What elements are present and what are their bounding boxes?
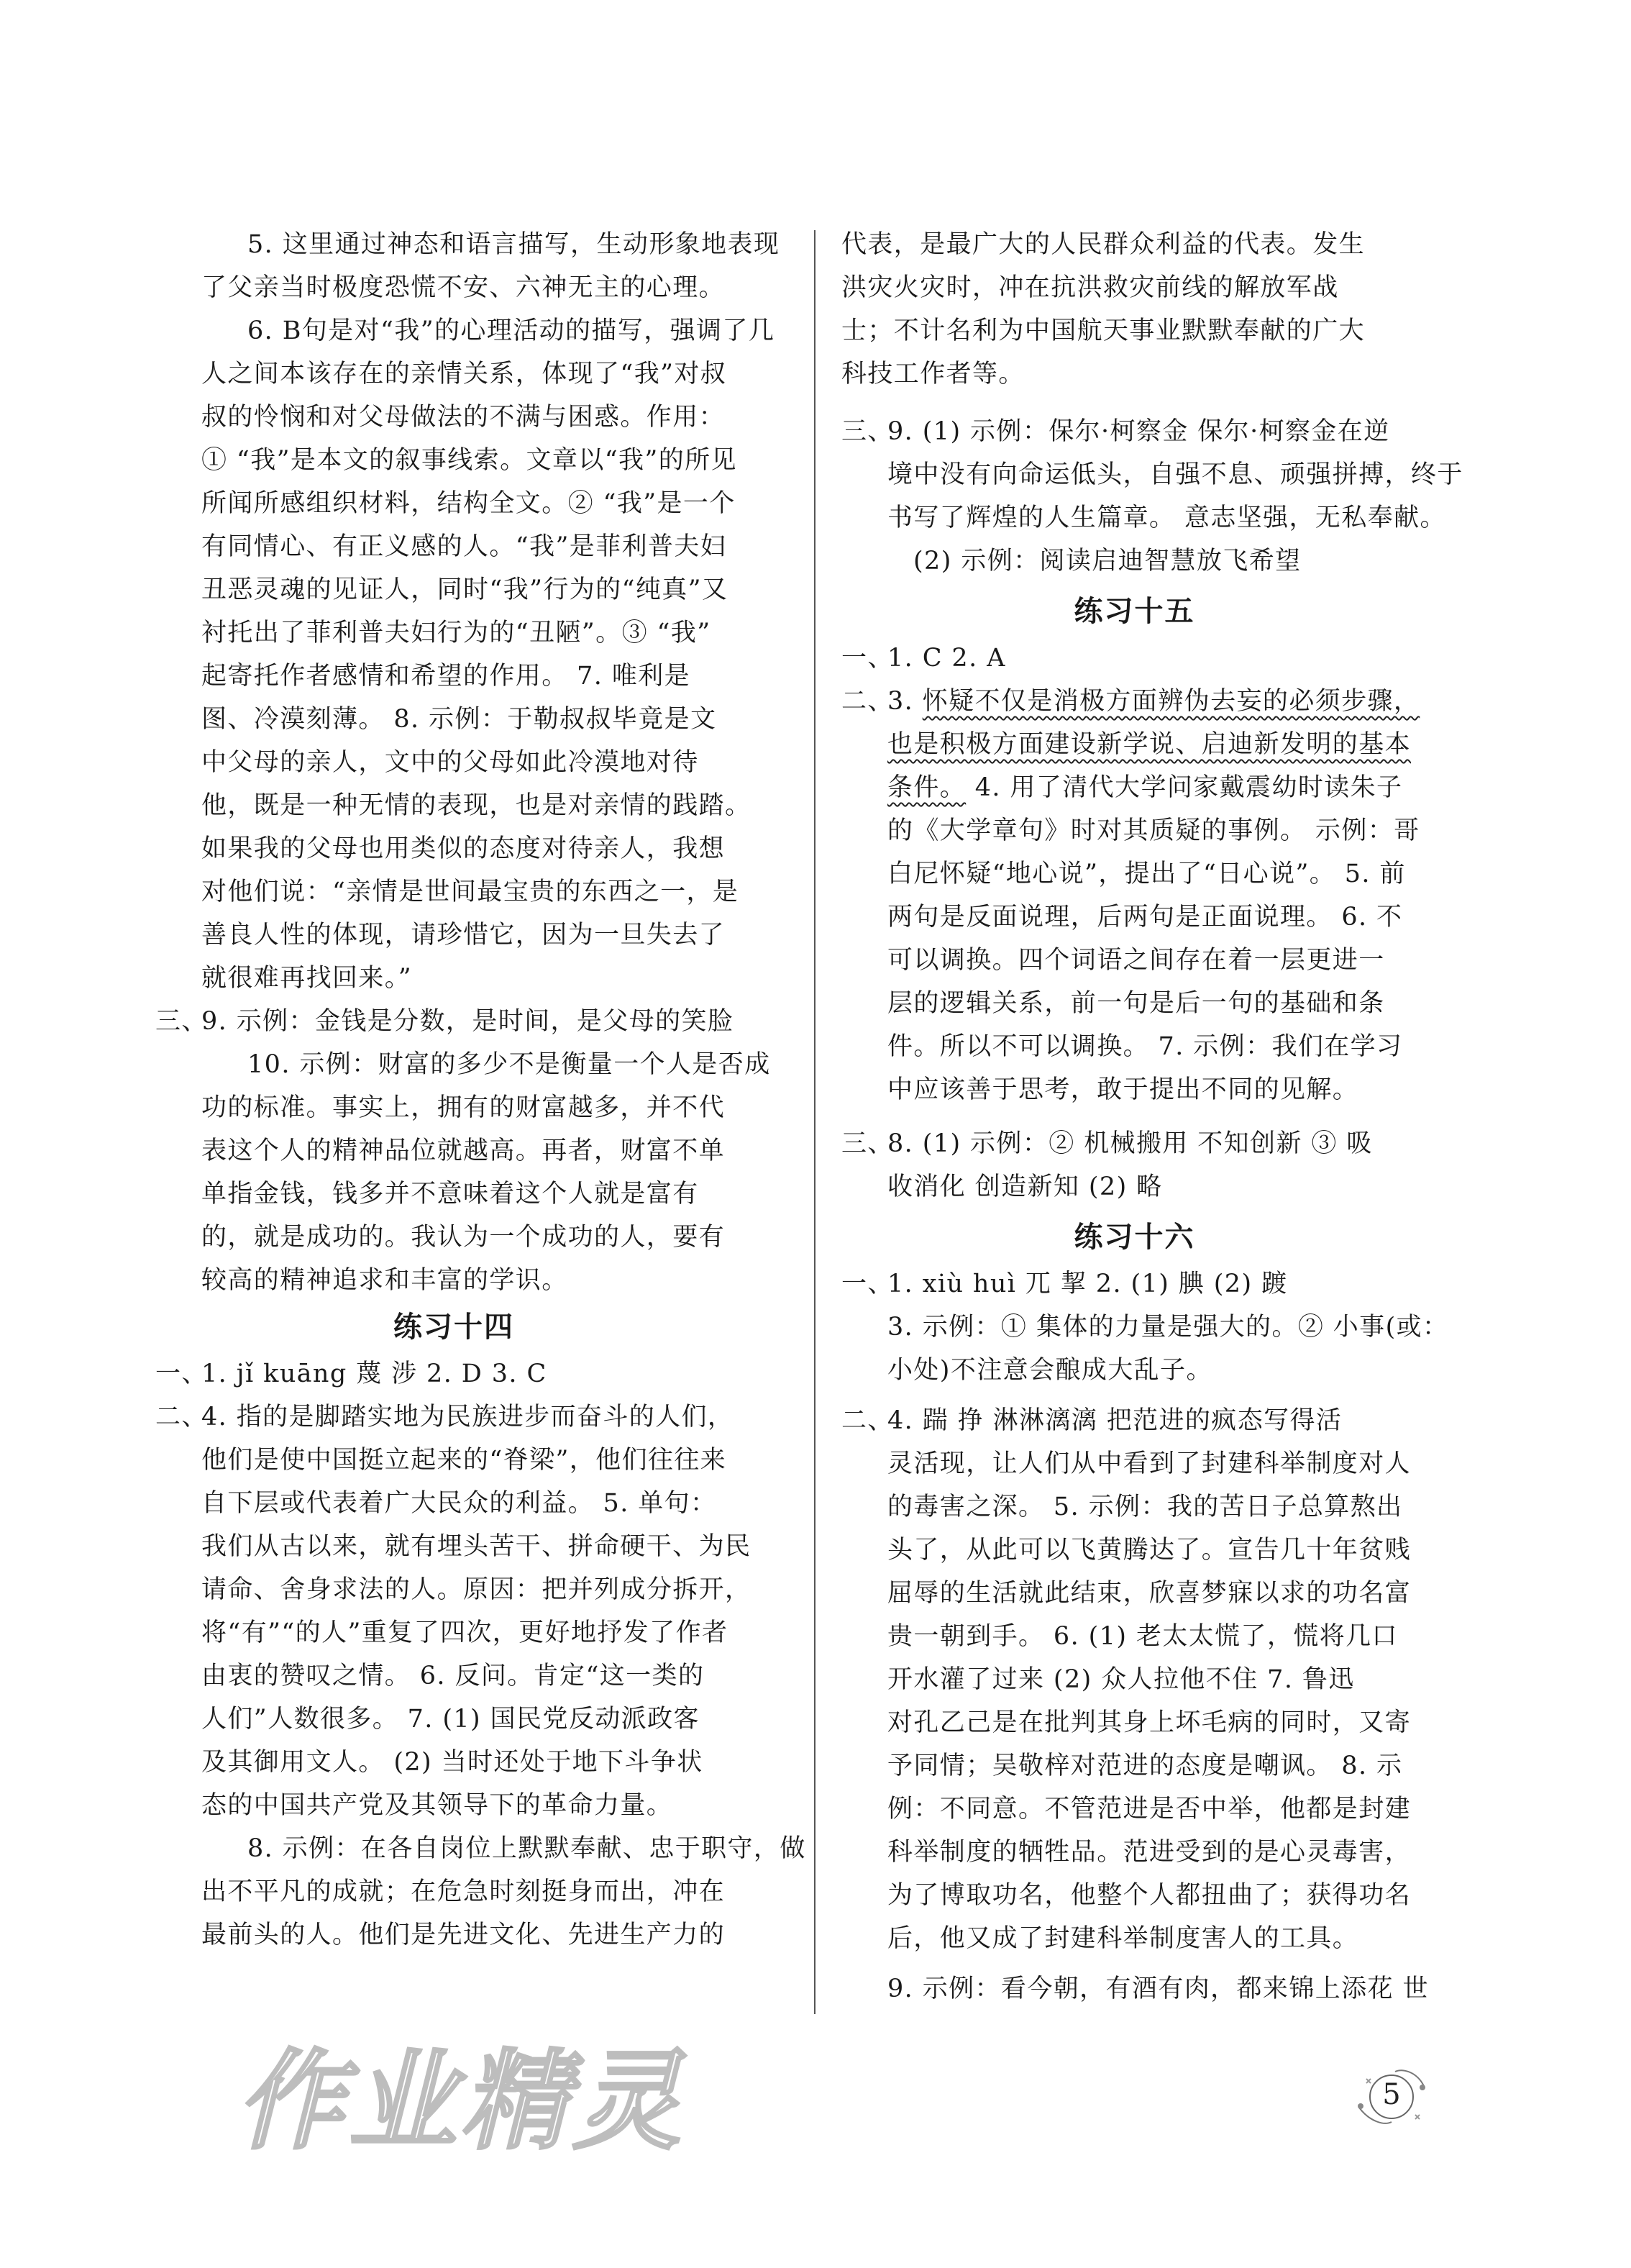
section-marker: [841, 410, 1390, 453]
quoted-sentence: 条件。: [887, 773, 967, 802]
answer-line: 5. 这里通过神态和语言描写，生动形象地表现: [247, 230, 780, 259]
column-divider: [814, 230, 816, 2014]
answer-text: 1. jǐ kuāng 蔑 涉 2. D 3. C: [201, 1360, 547, 1388]
answer-line: 灵活现，让人们从中看到了封建科举制度对人: [887, 1449, 1412, 1478]
answer-line: 9. 示例：看今朝，有酒有肉，都来锦上添花 世: [887, 1975, 1429, 2003]
exercise-heading: 练习十五: [1074, 595, 1195, 628]
answer-line: 可以调换。四个词语之间存在着一层更进一: [887, 946, 1385, 975]
answer-line: 他们是使中国挺立起来的“脊梁”，他们往往来: [201, 1446, 727, 1475]
section-marker: [155, 1000, 734, 1043]
answer-line: 叔的怜悯和对父母做法的不满与困惑。作用：: [201, 403, 726, 432]
answer-text: 9. (1) 示例：保尔·柯察金 保尔·柯察金在逆: [887, 417, 1390, 446]
answer-line: 起寄托作者感情和希望的作用。 7. 唯利是: [201, 662, 691, 691]
answer-line: 如果我的父母也用类似的态度对待亲人，我想: [201, 834, 726, 863]
answer-line: 图、冷漠刻薄。 8. 示例：于勒叔叔毕竟是文: [201, 705, 717, 734]
answer-line: 头了，从此可以飞黄腾达了。宣告几十年贫贱: [887, 1536, 1412, 1565]
section-number: 二、: [155, 1403, 208, 1431]
answer-line: 予同情；吴敬梓对范进的态度是嘲讽。 8. 示: [887, 1752, 1403, 1780]
answer-line: 我们从古以来，就有埋头苦干、拼命硬干、为民: [201, 1532, 751, 1561]
quoted-sentence: 怀疑不仅是消极方面辨伪去妄的必须步骤，: [922, 687, 1420, 716]
answer-line: 由衷的赞叹之情。 6. 反问。肯定“这一类的: [201, 1662, 705, 1690]
answer-line: 层的逻辑关系，前一句是后一句的基础和条: [887, 989, 1385, 1018]
answer-line: 的，就是成功的。我认为一个成功的人，要有: [201, 1223, 726, 1252]
answer-line: 所闻所感组织材料，结构全文。② “我”是一个: [201, 489, 736, 518]
answer-line: 两句是反面说理，后两句是正面说理。 6. 不: [887, 903, 1403, 932]
answer-text: 9. 示例：金钱是分数，是时间，是父母的笑脸: [201, 1007, 734, 1036]
answer-line: 士；不计名利为中国航天事业默默奉献的广大: [841, 316, 1366, 345]
exercise-heading: 练习十六: [1074, 1221, 1195, 1254]
answer-line: 科技工作者等。: [841, 360, 1025, 388]
answer-line: 中应该善于思考，敢于提出不同的见解。: [887, 1075, 1359, 1104]
answer-line: 人们”人数很多。 7. (1) 国民党反动派政客: [201, 1705, 700, 1734]
answer-line: 对他们说：“亲情是世间最宝贵的东西之一，是: [201, 878, 739, 906]
answer-line: 为了博取功名，他整个人都扭曲了；获得功名: [887, 1881, 1412, 1910]
answer-text: 4. 用了清代大学问家戴震幼时读朱子: [966, 773, 1403, 802]
answer-line: 人之间本该存在的亲情关系，体现了“我”对叔: [201, 360, 727, 388]
answer-line: 他，既是一种无情的表现，也是对亲情的践踏。: [201, 791, 751, 820]
answer-line: 及其御用文人。 (2) 当时还处于地下斗争状: [201, 1748, 703, 1777]
answer-line: 贵一朝到手。 6. (1) 老太太慌了，慌将几口: [887, 1622, 1398, 1651]
answer-line: 小处)不注意会酿成大乱子。: [887, 1356, 1212, 1385]
section-marker: [841, 680, 1420, 723]
answer-line: 10. 示例：财富的多少不是衡量一个人是否成: [247, 1050, 771, 1079]
answer-line: 的毒害之深。 5. 示例：我的苦日子总算熬出: [887, 1493, 1403, 1521]
section-number: 三、: [155, 1007, 208, 1036]
answer-line: 功的标准。事实上，拥有的财富越多，并不代: [201, 1093, 726, 1122]
answer-line: 丑恶灵魂的见证人，同时“我”行为的“纯真”又: [201, 575, 728, 604]
answer-line: 中父母的亲人，文中的父母如此冷漠地对待: [201, 748, 699, 777]
answer-line: (2) 示例：阅读启迪智慧放飞希望: [913, 547, 1302, 575]
answer-line: 洪灾火灾时，冲在抗洪救灾前线的解放军战: [841, 273, 1339, 302]
section-number: 一、: [841, 1270, 894, 1298]
answer-line: 后，他又成了封建科举制度害人的工具。: [887, 1924, 1359, 1953]
section-marker: [841, 1122, 1373, 1165]
answer-line: 有同情心、有正义感的人。“我”是菲利普夫妇: [201, 532, 727, 561]
answer-line: 单指金钱，钱多并不意味着这个人就是富有: [201, 1180, 699, 1208]
answer-line: 开水灌了过来 (2) 众人拉他不住 7. 鲁迅: [887, 1665, 1355, 1694]
section-marker: [155, 1395, 734, 1439]
answer-line: 件。所以不可以调换。 7. 示例：我们在学习: [887, 1032, 1403, 1061]
answer-line: 了父亲当时极度恐慌不安、六神无主的心理。: [201, 273, 726, 302]
answer-line: 就很难再找回来。”: [201, 964, 412, 993]
answer-line: 收消化 创造新知 (2) 略: [887, 1172, 1163, 1201]
section-number: 一、: [155, 1360, 208, 1388]
answer-line: 自下层或代表着广大民众的利益。 5. 单句：: [201, 1489, 717, 1518]
section-number: 三、: [841, 417, 894, 446]
answer-line: 代表，是最广大的人民群众利益的代表。发生: [841, 230, 1366, 259]
answer-line: 的《大学章句》时对其质疑的事例。 示例：哥: [887, 816, 1420, 845]
section-marker: [841, 1399, 1343, 1442]
section-number: 三、: [841, 1129, 894, 1158]
section-number: 一、: [841, 644, 894, 673]
page-number: 5: [1382, 2078, 1401, 2111]
answer-line: [887, 723, 1411, 766]
answer-line: 例：不同意。不管范进是否中举，他都是封建: [887, 1795, 1412, 1823]
answer-line: ① “我”是本文的叙事线索。文章以“我”的所见: [201, 446, 737, 475]
section-number: 二、: [841, 687, 894, 716]
answer-text: 4. 指的是脚踏实地为民族进步而奋斗的人们，: [201, 1403, 734, 1431]
answer-line: 将“有”“的人”重复了四次，更好地抒发了作者: [201, 1618, 728, 1647]
answer-line: 书写了辉煌的人生篇章。 意志坚强，无私奉献。: [887, 504, 1446, 532]
answer-line: 衬托出了菲利普夫妇行为的“丑陋”。③ “我”: [201, 619, 711, 647]
answer-line: 较高的精神追求和丰富的学识。: [201, 1266, 568, 1295]
answer-line: 屈辱的生活就此结束，欣喜梦寐以求的功名富: [887, 1579, 1412, 1608]
section-marker: [841, 1262, 1288, 1306]
answer-line: 表这个人的精神品位就越高。再者，财富不单: [201, 1137, 726, 1165]
answer-line: 态的中国共产党及其领导下的革命力量。: [201, 1791, 673, 1820]
answer-text: 1. xiù huì 兀 挈 2. (1) 腆 (2) 踱: [887, 1270, 1288, 1298]
section-marker: [841, 637, 1006, 680]
answer-line: 境中没有向命运低头，自强不息、顽强拼搏，终于: [887, 460, 1463, 489]
answer-line: 最前头的人。他们是先进文化、先进生产力的: [201, 1921, 726, 1949]
answer-text: 4. 踹 挣 淋淋漓漓 把范进的疯态写得活: [887, 1406, 1343, 1435]
quoted-sentence: 也是积极方面建设新学说、启迪新发明的基本: [887, 730, 1412, 759]
section-marker: [155, 1352, 547, 1395]
answer-line: 6. B句是对“我”的心理活动的描写，强调了几: [247, 316, 775, 345]
answer-text: 8. (1) 示例：② 机械搬用 不知创新 ③ 吸: [887, 1129, 1373, 1158]
answer-line: 科举制度的牺牲品。范进受到的是心灵毒害，: [887, 1838, 1412, 1867]
answer-line: 善良人性的体现，请珍惜它，因为一旦失去了: [201, 921, 726, 949]
question-number: 3.: [887, 687, 914, 716]
answer-line: 出不平凡的成就；在危急时刻挺身而出，冲在: [201, 1877, 726, 1906]
page-number-badge: [1345, 2057, 1438, 2136]
section-number: 二、: [841, 1406, 894, 1435]
answer-line: 对孔乙己是在批判其身上坏毛病的同时，又寄: [887, 1708, 1412, 1737]
answer-line: 3. 示例：① 集体的力量是强大的。② 小事(或：: [887, 1313, 1449, 1342]
answer-line: 8. 示例：在各自岗位上默默奉献、忠于职守，做: [247, 1834, 806, 1863]
exercise-heading: 练习十四: [393, 1311, 514, 1344]
answer-line: 白尼怀疑“地心说”，提出了“日心说”。 5. 前: [887, 860, 1406, 888]
watermark-text: 作业精灵: [229, 2039, 711, 2164]
answer-line: [887, 766, 1402, 809]
answer-text: 1. C 2. A: [887, 644, 1006, 673]
answer-line: 请命、舍身求法的人。原因：把并列成分拆开，: [201, 1575, 751, 1604]
